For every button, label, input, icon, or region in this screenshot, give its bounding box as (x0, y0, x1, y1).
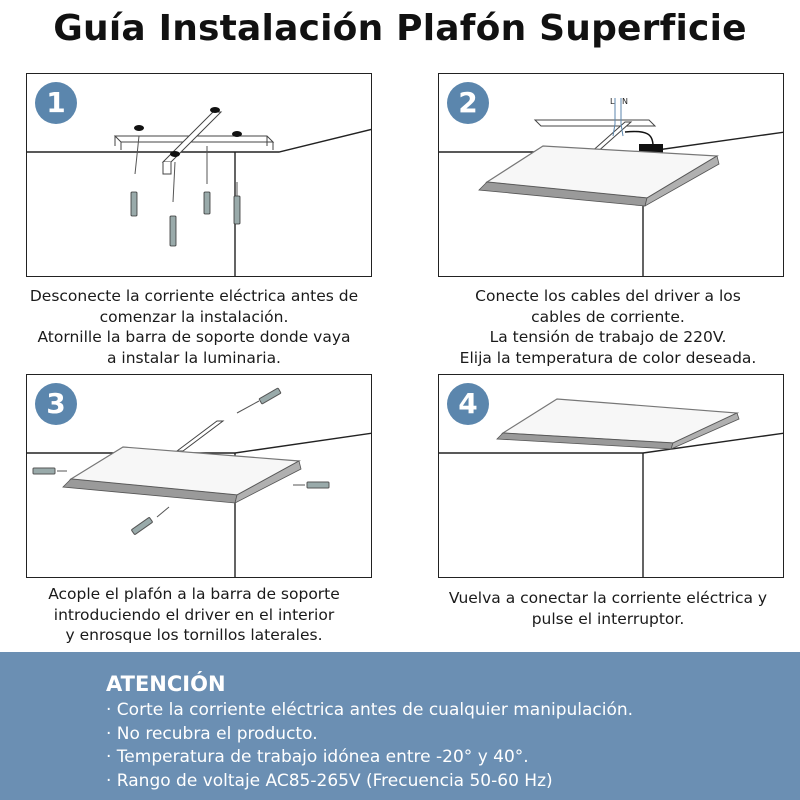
attention-item: · Rango de voltaje AC85-265V (Frecuencia 50-60 Hz) (106, 770, 553, 791)
support-bar (177, 421, 223, 451)
wire-label-l: L (610, 97, 615, 106)
step-1-line-4: a instalar la luminaria. (106, 348, 281, 367)
step-4-drawing (439, 375, 784, 578)
step-2-line-1: Conecte los cables del driver a los (475, 287, 741, 305)
led-panel (63, 447, 301, 503)
step-4-caption (418, 588, 798, 629)
step-4-line-2: pulse el interruptor. (531, 609, 685, 628)
step-2-line-2: cables de corriente. (531, 307, 685, 326)
step-3-drawing (27, 375, 372, 578)
step-3-badge: 3 (35, 383, 77, 425)
wire-label-n: N (622, 97, 628, 106)
wall-plugs (131, 192, 240, 246)
attention-banner (0, 652, 800, 800)
step-3-line-3: y enrosque los tornillos laterales. (65, 626, 323, 644)
step-1-caption (4, 286, 384, 368)
attention-list (106, 699, 633, 793)
screw-holes (134, 107, 242, 157)
page-title: Guía Instalación Plafón Superficie (53, 8, 747, 49)
step-4-badge: 4 (447, 383, 489, 425)
attention-item: · Temperatura de trabajo idónea entre -20° y 40°. (106, 747, 529, 767)
step-2-line-3: La tensión de trabajo de 220V. (489, 328, 727, 346)
step-1-badge: 1 (35, 82, 77, 124)
led-panel (497, 399, 739, 449)
step-3-caption (4, 584, 384, 646)
step-3-line-1: Acople el plafón a la barra de soporte (48, 585, 340, 603)
attention-item: · No recubra el producto. (106, 723, 318, 744)
attention-item: · Corte la corriente eléctrica antes de cualquier manipulación. (106, 700, 634, 720)
step-1-line-2: comenzar la instalación. (99, 307, 289, 326)
step-2-drawing (439, 74, 784, 277)
step-1-drawing (27, 74, 372, 277)
step-2-badge: 2 (447, 82, 489, 124)
attention-title: ATENCIÓN (106, 672, 226, 696)
driver-cable (625, 132, 653, 146)
step-3-line-2: introduciendo el driver en el interior (53, 605, 335, 624)
step-2-caption (418, 286, 798, 368)
step-1-line-1: Desconecte la corriente eléctrica antes de (29, 287, 359, 305)
step-1-line-3: Atornille la barra de soporte donde vaya (37, 328, 351, 346)
led-panel (479, 146, 719, 206)
step-1-illustration (26, 73, 372, 277)
step-4-illustration (438, 374, 784, 578)
step-3-illustration (26, 374, 372, 578)
step-2-illustration (438, 73, 784, 277)
step-2-line-4: Elija la temperatura de color deseada. (459, 348, 757, 367)
step-4-line-1: Vuelva a conectar la corriente eléctrica y (448, 589, 768, 607)
